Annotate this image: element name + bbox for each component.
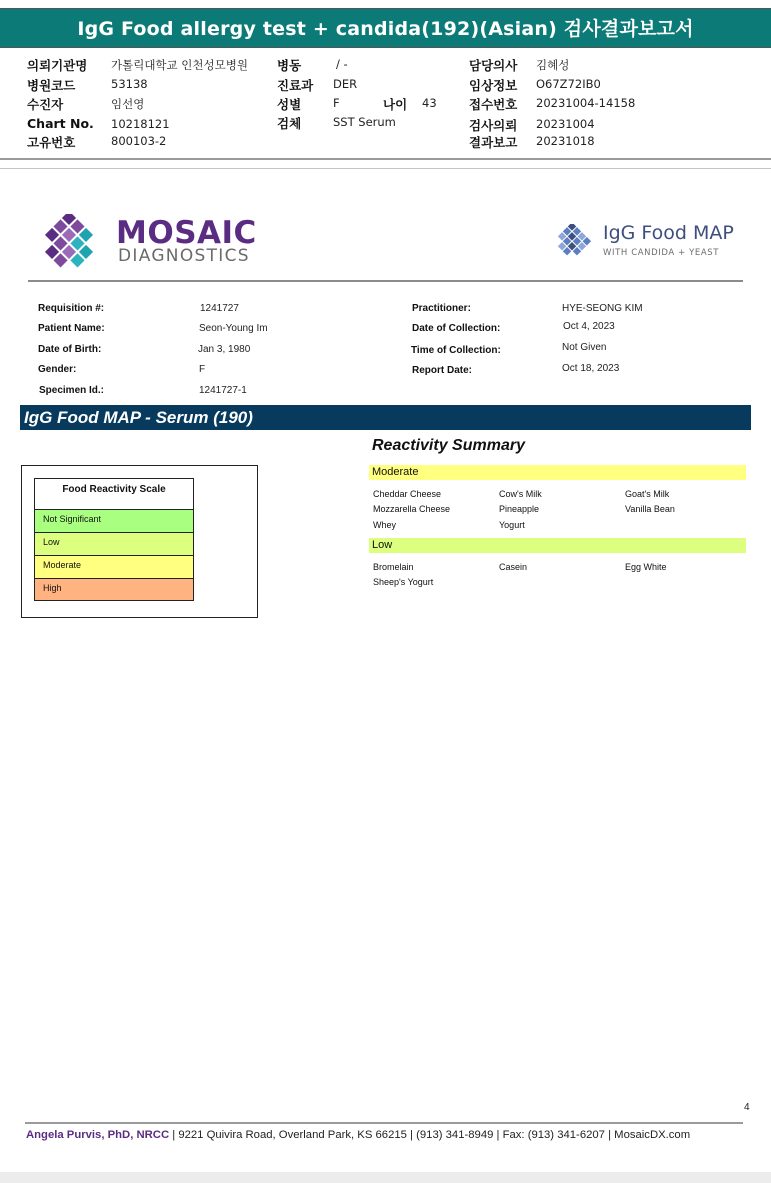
page-bottom-strip — [0, 1172, 771, 1183]
header-divider — [0, 158, 771, 160]
header-value-chart-no: 10218121 — [111, 117, 170, 131]
food-item: Cow's Milk — [499, 489, 542, 499]
food-item: Whey — [373, 520, 397, 530]
page-number: 4 — [744, 1102, 750, 1113]
header-label-institution: 의뢰기관명 — [27, 58, 88, 73]
logo-divider — [28, 280, 743, 282]
specimen-id-label: Specimen Id.: — [39, 385, 105, 396]
collection-time-label: Time of Collection: — [411, 345, 501, 356]
reactivity-scale-legend — [34, 478, 194, 601]
header-value-receipt-no: 20231004-14158 — [536, 96, 636, 110]
specimen-id-value: 1241727-1 — [199, 385, 247, 396]
header-label-result-report: 결과보고 — [469, 135, 518, 150]
food-item: Egg White — [625, 562, 667, 572]
summary-group-moderate: Moderate — [369, 465, 746, 480]
summary-group-low: Low — [369, 538, 746, 553]
report-date-label: Report Date: — [412, 365, 473, 376]
header-value-specimen: SST Serum — [333, 115, 396, 129]
header-label-specimen: 검체 — [277, 116, 302, 131]
practitioner-value: HYE-SEONG KIM — [562, 303, 643, 314]
footer-author: Angela Purvis, PhD, NRCC — [26, 1129, 170, 1141]
scale-level-not-significant: Not Significant — [34, 509, 194, 532]
header-value-ward: / - — [336, 57, 348, 71]
diagnostics-logo-text: DIAGNOSTICS — [118, 246, 250, 266]
header-label-unique-no: 고유번호 — [27, 135, 76, 150]
practitioner-label: Practitioner: — [412, 303, 471, 314]
gender-value: F — [199, 364, 206, 375]
header-label-age: 나이 — [383, 97, 408, 112]
patient-name-value: Seon-Young Im — [199, 323, 268, 334]
header-value-doctor: 김혜성 — [536, 58, 570, 72]
report-header-fields — [0, 52, 771, 152]
header-label-department: 진료과 — [277, 78, 314, 93]
mosaic-logo-text: MOSAIC — [116, 215, 257, 251]
header-label-ward: 병동 — [277, 58, 302, 73]
header-value-clinical-info: O67Z72IB0 — [536, 77, 601, 91]
igg-diamond-icon — [544, 224, 600, 260]
header-label-sex: 성별 — [277, 97, 302, 112]
header-value-hospital-code: 53138 — [111, 77, 148, 91]
report-title: IgG Food allergy test + candida(192)(Asian) 검사결과보고서 — [0, 8, 771, 48]
food-item: Goat's Milk — [625, 489, 670, 499]
dob-label: Date of Birth: — [38, 344, 102, 355]
header-label-test-request: 검사의뢰 — [469, 118, 518, 133]
reactivity-scale-title: Food Reactivity Scale — [34, 478, 194, 509]
header-value-unique-no: 800103-2 — [111, 134, 167, 148]
collection-time-value: Not Given — [562, 342, 607, 353]
footer-address: | 9221 Quivira Road, Overland Park, KS 66215 | (913) 341-8949 | Fax: (913) 341-6207 | MosaicDX.com — [169, 1129, 691, 1141]
mosaic-diagnostics-logo — [28, 214, 268, 270]
section-title: IgG Food MAP - Serum (190) — [20, 405, 751, 430]
scale-level-moderate: Moderate — [34, 555, 194, 578]
food-item: Casein — [499, 562, 528, 572]
patient-name-label: Patient Name: — [38, 323, 105, 334]
food-item: Cheddar Cheese — [373, 489, 442, 499]
candida-yeast-logo-text: WITH CANDIDA + YEAST — [603, 248, 720, 258]
collection-date-label: Date of Collection: — [412, 323, 501, 334]
header-label-receipt-no: 접수번호 — [469, 97, 518, 112]
patient-info — [0, 296, 771, 400]
food-item: Pineapple — [499, 504, 540, 514]
header-value-examinee: 임선영 — [111, 97, 145, 111]
food-item: Vanilla Bean — [625, 504, 675, 514]
food-item: Yogurt — [499, 520, 525, 530]
reactivity-scale-box — [21, 465, 258, 618]
food-item: Mozzarella Cheese — [373, 504, 451, 514]
header-value-institution: 가톨릭대학교 인천성모병원 — [111, 58, 248, 72]
collection-date-value: Oct 4, 2023 — [563, 321, 615, 332]
scale-level-high: High — [34, 578, 194, 601]
header-label-examinee: 수진자 — [27, 97, 64, 112]
igg-food-map-logo — [544, 224, 744, 264]
mosaic-diamond-icon — [28, 214, 110, 270]
requisition-value: 1241727 — [200, 303, 239, 314]
header-value-result-report: 20231018 — [536, 134, 595, 148]
gender-label: Gender: — [38, 364, 77, 375]
reactivity-summary-title: Reactivity Summary — [372, 437, 525, 454]
requisition-label: Requisition #: — [38, 303, 105, 314]
food-item: Bromelain — [373, 562, 414, 572]
scale-level-low: Low — [34, 532, 194, 555]
igg-food-map-logo-text: IgG Food MAP — [603, 222, 734, 244]
header-value-department: DER — [333, 77, 358, 91]
header-label-hospital-code: 병원코드 — [27, 78, 76, 93]
footer-divider — [25, 1122, 743, 1124]
dob-value: Jan 3, 1980 — [198, 344, 251, 355]
header-value-age: 43 — [422, 96, 437, 110]
header-divider-thin — [0, 168, 771, 169]
report-date-value: Oct 18, 2023 — [562, 363, 620, 374]
food-item: Sheep's Yogurt — [373, 577, 434, 587]
footer-text — [26, 1129, 690, 1141]
header-label-clinical-info: 임상정보 — [469, 78, 518, 93]
header-value-test-request: 20231004 — [536, 117, 595, 131]
header-label-doctor: 담당의사 — [469, 58, 518, 73]
header-label-chart-no: Chart No. — [27, 116, 94, 131]
header-value-sex: F — [333, 96, 340, 110]
